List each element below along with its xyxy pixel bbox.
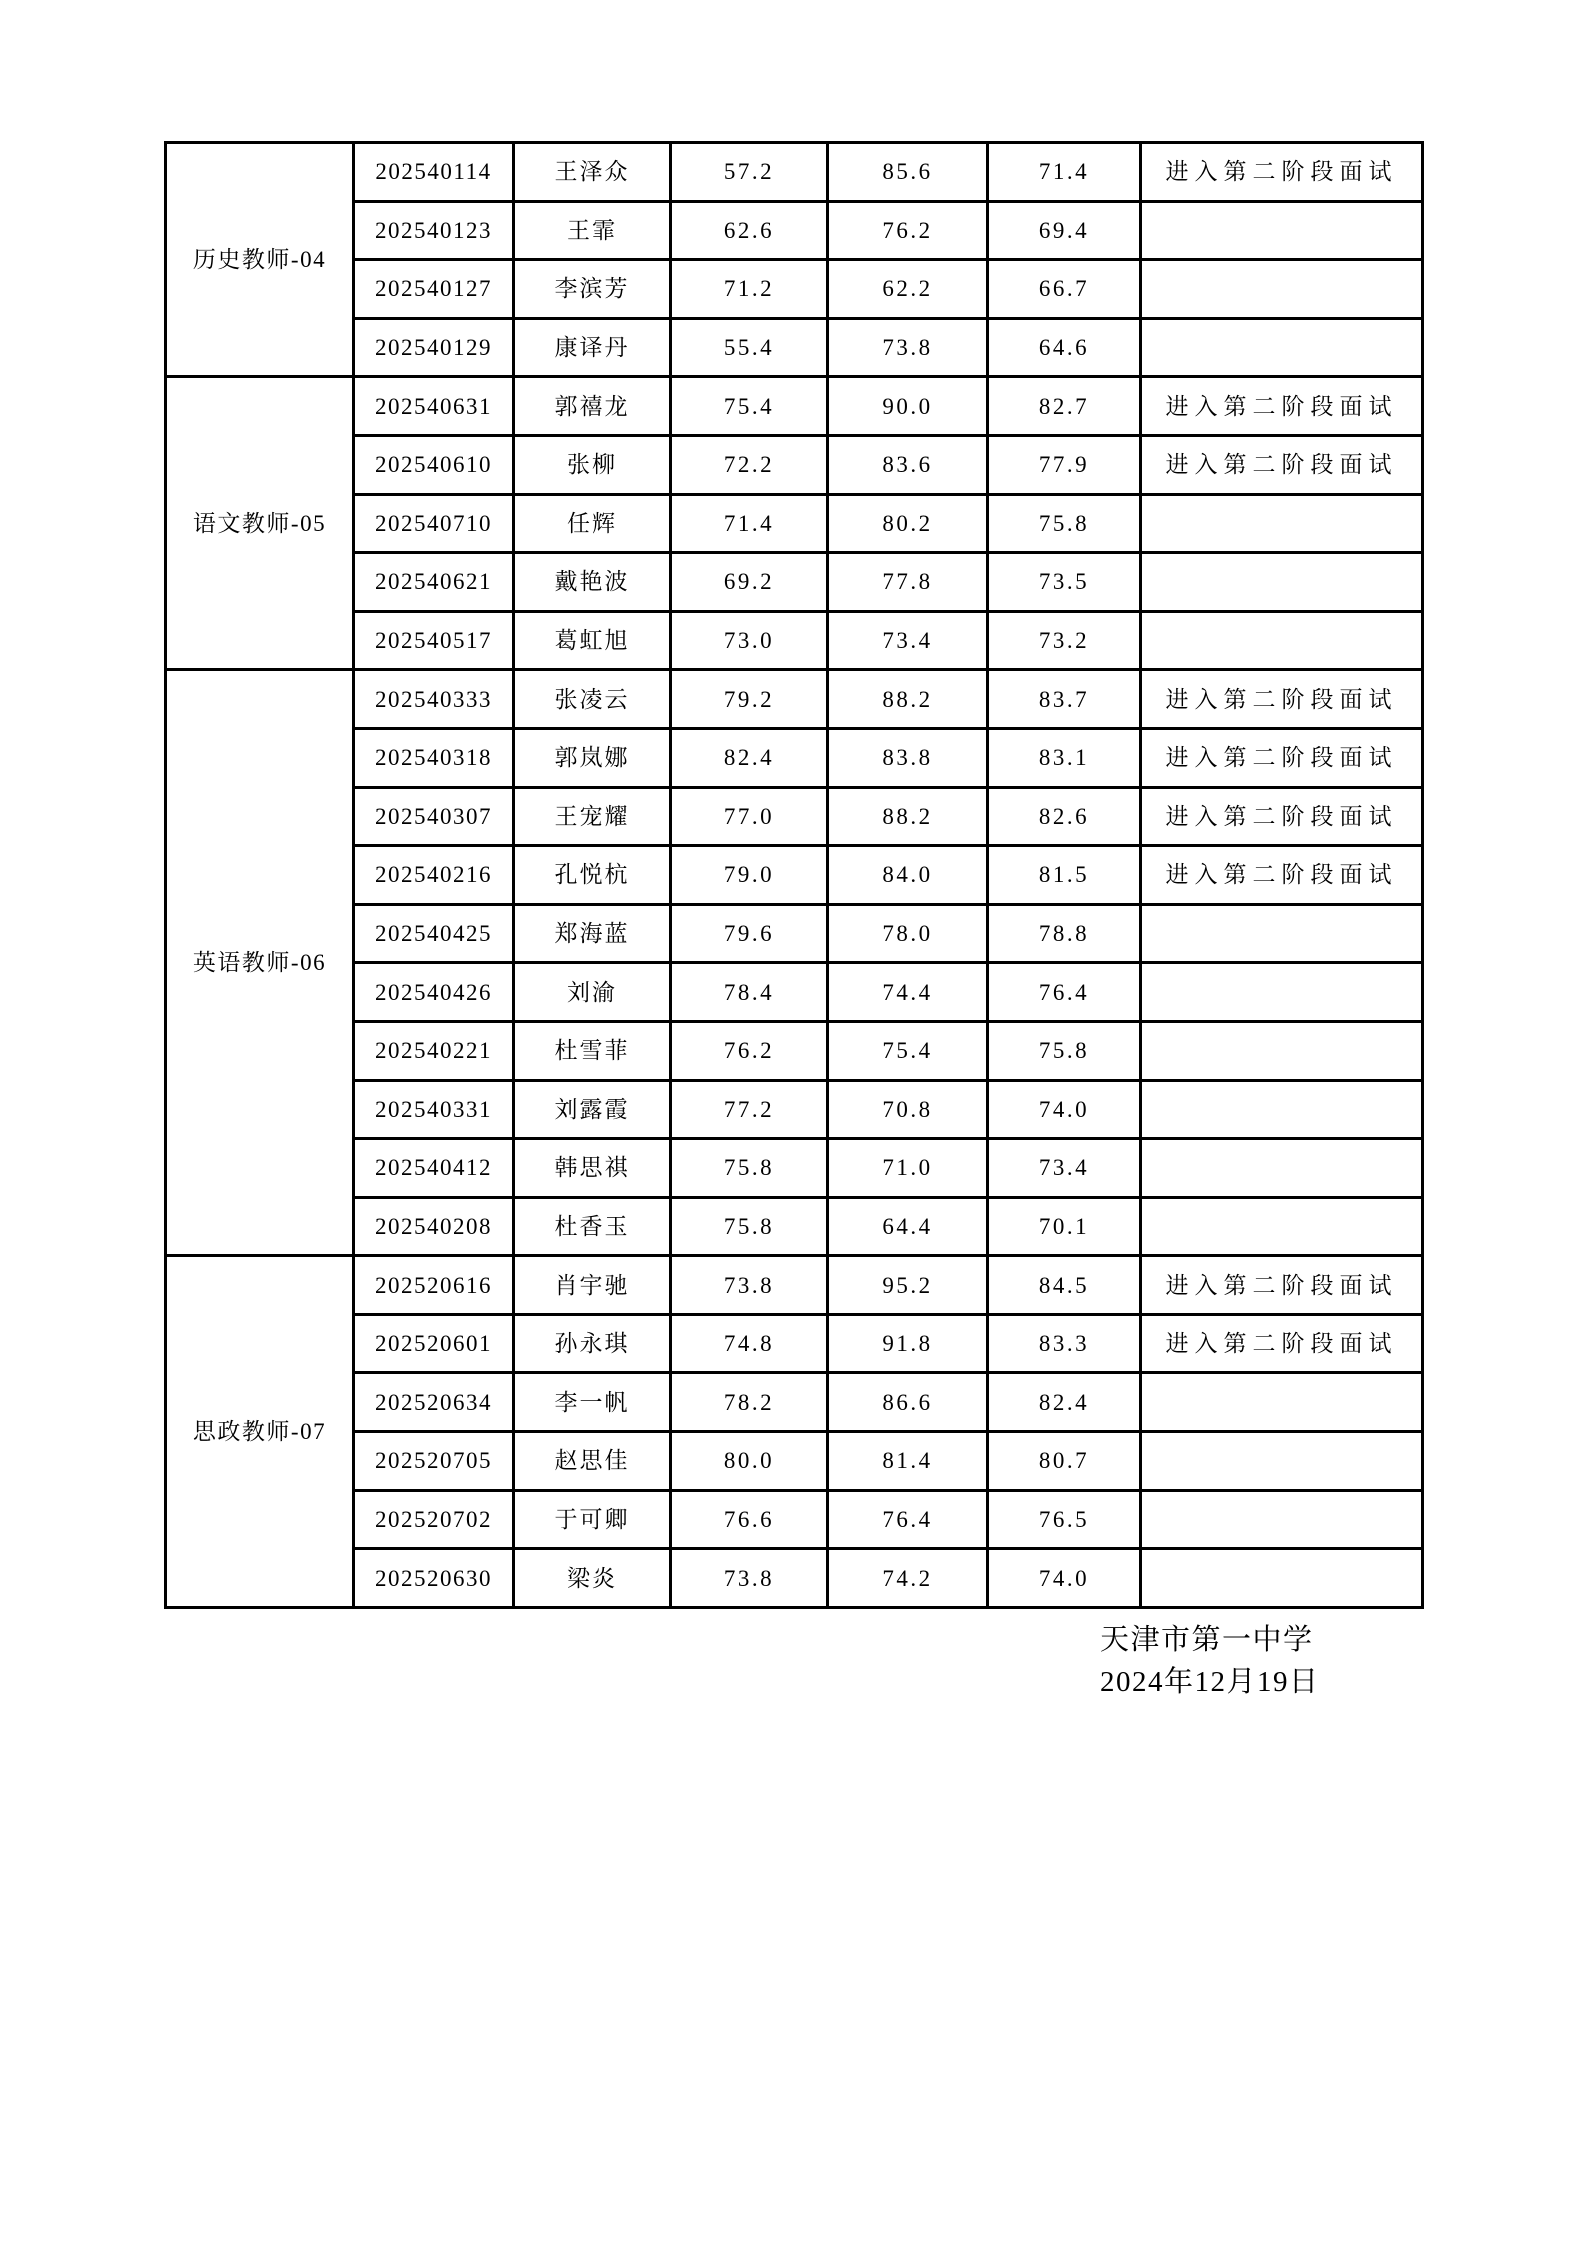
score3-cell: 74.0 [988, 1549, 1141, 1608]
position-cell: 语文教师-05 [166, 377, 354, 670]
score3-cell: 73.5 [988, 553, 1141, 612]
score3-cell: 82.7 [988, 377, 1141, 436]
table-row [166, 318, 1423, 377]
status-cell: 进入第二阶段面试 [1141, 728, 1423, 787]
id-cell: 202540412 [354, 1139, 514, 1198]
score2-cell: 86.6 [828, 1373, 988, 1432]
table-row [166, 435, 1423, 494]
name-cell: 杜香玉 [514, 1197, 671, 1256]
status-cell [1141, 1432, 1423, 1491]
score2-cell: 95.2 [828, 1256, 988, 1315]
id-cell: 202520702 [354, 1490, 514, 1549]
id-cell: 202540208 [354, 1197, 514, 1256]
table-row [166, 1490, 1423, 1549]
score1-cell: 77.2 [671, 1080, 828, 1139]
status-cell [1141, 1490, 1423, 1549]
status-cell [1141, 1139, 1423, 1198]
status-cell: 进入第二阶段面试 [1141, 787, 1423, 846]
name-cell: 王霏 [514, 201, 671, 260]
table-row [166, 1314, 1423, 1373]
id-cell: 202540221 [354, 1021, 514, 1080]
score1-cell: 73.0 [671, 611, 828, 670]
score3-cell: 74.0 [988, 1080, 1141, 1139]
status-cell [1141, 1197, 1423, 1256]
position-cell: 英语教师-06 [166, 670, 354, 1256]
status-cell [1141, 318, 1423, 377]
id-cell: 202540114 [354, 143, 514, 202]
score2-cell: 76.4 [828, 1490, 988, 1549]
status-cell [1141, 553, 1423, 612]
score1-cell: 78.2 [671, 1373, 828, 1432]
score3-cell: 80.7 [988, 1432, 1141, 1491]
status-cell [1141, 260, 1423, 319]
id-cell: 202520630 [354, 1549, 514, 1608]
score3-cell: 83.1 [988, 728, 1141, 787]
name-cell: 张凌云 [514, 670, 671, 729]
signature-block [1100, 1619, 1320, 1703]
name-cell: 孔悦杭 [514, 846, 671, 905]
status-cell: 进入第二阶段面试 [1141, 1256, 1423, 1315]
id-cell: 202520705 [354, 1432, 514, 1491]
score2-cell: 62.2 [828, 260, 988, 319]
status-cell [1141, 1080, 1423, 1139]
name-cell: 郑海蓝 [514, 904, 671, 963]
status-cell: 进入第二阶段面试 [1141, 846, 1423, 905]
id-cell: 202520601 [354, 1314, 514, 1373]
status-cell [1141, 963, 1423, 1022]
table-row [166, 143, 1423, 202]
score3-cell: 64.6 [988, 318, 1141, 377]
table-row [166, 1139, 1423, 1198]
score3-cell: 81.5 [988, 846, 1141, 905]
score3-cell: 76.4 [988, 963, 1141, 1022]
id-cell: 202540318 [354, 728, 514, 787]
name-cell: 王宠耀 [514, 787, 671, 846]
score1-cell: 79.2 [671, 670, 828, 729]
score2-cell: 88.2 [828, 670, 988, 729]
table-row [166, 1432, 1423, 1491]
table-row [166, 1373, 1423, 1432]
score3-cell: 76.5 [988, 1490, 1141, 1549]
table-row [166, 963, 1423, 1022]
score1-cell: 75.8 [671, 1139, 828, 1198]
score3-cell: 70.1 [988, 1197, 1141, 1256]
status-cell [1141, 494, 1423, 553]
school-name: 天津市第一中学 [1100, 1624, 1314, 1656]
table-row [166, 1080, 1423, 1139]
name-cell: 张柳 [514, 435, 671, 494]
name-cell: 刘渝 [514, 963, 671, 1022]
status-cell: 进入第二阶段面试 [1141, 143, 1423, 202]
score2-cell: 83.8 [828, 728, 988, 787]
name-cell: 康译丹 [514, 318, 671, 377]
id-cell: 202520634 [354, 1373, 514, 1432]
score1-cell: 73.8 [671, 1256, 828, 1315]
score3-cell: 78.8 [988, 904, 1141, 963]
name-cell: 孙永琪 [514, 1314, 671, 1373]
score1-cell: 62.6 [671, 201, 828, 260]
score3-cell: 71.4 [988, 143, 1141, 202]
name-cell: 赵思佳 [514, 1432, 671, 1491]
name-cell: 任辉 [514, 494, 671, 553]
table-row [166, 494, 1423, 553]
id-cell: 202540216 [354, 846, 514, 905]
score2-cell: 64.4 [828, 1197, 988, 1256]
score2-cell: 81.4 [828, 1432, 988, 1491]
score3-cell: 75.8 [988, 494, 1141, 553]
score1-cell: 79.6 [671, 904, 828, 963]
score3-cell: 73.2 [988, 611, 1141, 670]
score2-cell: 88.2 [828, 787, 988, 846]
score2-cell: 90.0 [828, 377, 988, 436]
table-row [166, 904, 1423, 963]
score1-cell: 73.8 [671, 1549, 828, 1608]
id-cell: 202540710 [354, 494, 514, 553]
score2-cell: 84.0 [828, 846, 988, 905]
score3-cell: 69.4 [988, 201, 1141, 260]
name-cell: 肖宇驰 [514, 1256, 671, 1315]
name-cell: 于可卿 [514, 1490, 671, 1549]
id-cell: 202540621 [354, 553, 514, 612]
score1-cell: 80.0 [671, 1432, 828, 1491]
table-row [166, 201, 1423, 260]
score2-cell: 78.0 [828, 904, 988, 963]
id-cell: 202520616 [354, 1256, 514, 1315]
issue-date: 2024年12月19日 [1100, 1666, 1320, 1698]
score1-cell: 71.4 [671, 494, 828, 553]
name-cell: 李一帆 [514, 1373, 671, 1432]
table-row [166, 846, 1423, 905]
table-row [166, 1021, 1423, 1080]
name-cell: 王泽众 [514, 143, 671, 202]
score1-cell: 55.4 [671, 318, 828, 377]
id-cell: 202540610 [354, 435, 514, 494]
score2-cell: 77.8 [828, 553, 988, 612]
score3-cell: 73.4 [988, 1139, 1141, 1198]
id-cell: 202540127 [354, 260, 514, 319]
table-row [166, 670, 1423, 729]
id-cell: 202540331 [354, 1080, 514, 1139]
name-cell: 李滨芳 [514, 260, 671, 319]
name-cell: 刘露霞 [514, 1080, 671, 1139]
name-cell: 葛虹旭 [514, 611, 671, 670]
score2-cell: 74.4 [828, 963, 988, 1022]
name-cell: 戴艳波 [514, 553, 671, 612]
name-cell: 郭岚娜 [514, 728, 671, 787]
score2-cell: 76.2 [828, 201, 988, 260]
score1-cell: 76.6 [671, 1490, 828, 1549]
score2-cell: 75.4 [828, 1021, 988, 1080]
status-cell [1141, 1021, 1423, 1080]
status-cell: 进入第二阶段面试 [1141, 670, 1423, 729]
table-row [166, 1256, 1423, 1315]
score2-cell: 74.2 [828, 1549, 988, 1608]
score2-cell: 70.8 [828, 1080, 988, 1139]
id-cell: 202540426 [354, 963, 514, 1022]
id-cell: 202540425 [354, 904, 514, 963]
id-cell: 202540123 [354, 201, 514, 260]
name-cell: 梁炎 [514, 1549, 671, 1608]
score1-cell: 75.4 [671, 377, 828, 436]
score1-cell: 72.2 [671, 435, 828, 494]
score3-cell: 84.5 [988, 1256, 1141, 1315]
status-cell [1141, 904, 1423, 963]
score1-cell: 74.8 [671, 1314, 828, 1373]
score1-cell: 76.2 [671, 1021, 828, 1080]
status-cell [1141, 201, 1423, 260]
position-cell: 历史教师-04 [166, 143, 354, 377]
id-cell: 202540307 [354, 787, 514, 846]
score3-cell: 83.3 [988, 1314, 1141, 1373]
table-row [166, 377, 1423, 436]
score1-cell: 82.4 [671, 728, 828, 787]
table-row [166, 1549, 1423, 1608]
status-cell [1141, 1549, 1423, 1608]
status-cell [1141, 1373, 1423, 1432]
score1-cell: 77.0 [671, 787, 828, 846]
status-cell [1141, 611, 1423, 670]
score1-cell: 57.2 [671, 143, 828, 202]
score2-cell: 83.6 [828, 435, 988, 494]
table-row [166, 553, 1423, 612]
score1-cell: 79.0 [671, 846, 828, 905]
score1-cell: 69.2 [671, 553, 828, 612]
name-cell: 韩思祺 [514, 1139, 671, 1198]
table-row [166, 611, 1423, 670]
score3-cell: 82.6 [988, 787, 1141, 846]
status-cell: 进入第二阶段面试 [1141, 435, 1423, 494]
table-row [166, 260, 1423, 319]
score2-cell: 85.6 [828, 143, 988, 202]
status-cell: 进入第二阶段面试 [1141, 1314, 1423, 1373]
id-cell: 202540129 [354, 318, 514, 377]
table-row [166, 728, 1423, 787]
score1-cell: 78.4 [671, 963, 828, 1022]
score3-cell: 75.8 [988, 1021, 1141, 1080]
score2-cell: 73.4 [828, 611, 988, 670]
score2-cell: 80.2 [828, 494, 988, 553]
score3-cell: 82.4 [988, 1373, 1141, 1432]
score2-cell: 71.0 [828, 1139, 988, 1198]
id-cell: 202540517 [354, 611, 514, 670]
score1-cell: 75.8 [671, 1197, 828, 1256]
table-row [166, 1197, 1423, 1256]
id-cell: 202540631 [354, 377, 514, 436]
score3-cell: 66.7 [988, 260, 1141, 319]
position-cell: 思政教师-07 [166, 1256, 354, 1608]
name-cell: 杜雪菲 [514, 1021, 671, 1080]
score1-cell: 71.2 [671, 260, 828, 319]
status-cell: 进入第二阶段面试 [1141, 377, 1423, 436]
name-cell: 郭禧龙 [514, 377, 671, 436]
id-cell: 202540333 [354, 670, 514, 729]
score3-cell: 77.9 [988, 435, 1141, 494]
score2-cell: 91.8 [828, 1314, 988, 1373]
table-row [166, 787, 1423, 846]
score2-cell: 73.8 [828, 318, 988, 377]
score3-cell: 83.7 [988, 670, 1141, 729]
results-table [164, 141, 1424, 1609]
